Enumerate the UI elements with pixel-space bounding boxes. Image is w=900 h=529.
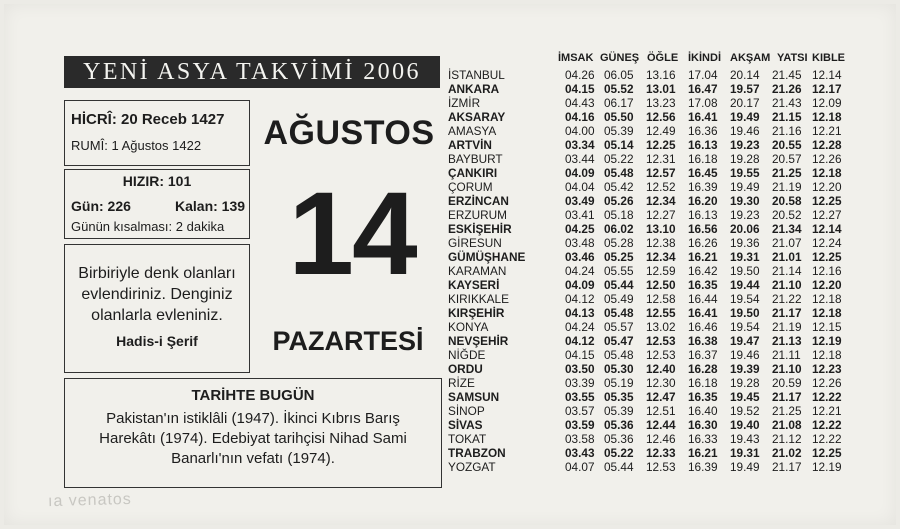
hadith-line: evlendiriniz. Denginiz (81, 286, 233, 303)
time-cell: 05.22 (604, 152, 634, 166)
time-cell: 19.31 (730, 446, 760, 460)
hadith-box (64, 244, 250, 373)
hadith-source: Hadis-i Şerif (116, 333, 198, 349)
time-cell: 05.42 (604, 180, 634, 194)
time-cell: 12.46 (646, 432, 676, 446)
time-cell: 12.57 (646, 166, 676, 180)
time-cell: 03.58 (565, 432, 595, 446)
time-cell: 16.35 (688, 390, 718, 404)
hicri-date-box (64, 100, 250, 166)
time-cell: 05.25 (604, 250, 634, 264)
table-row (448, 320, 848, 334)
time-cell: 16.39 (688, 180, 718, 194)
city-name: AMASYA (448, 124, 497, 138)
time-cell: 16.56 (688, 222, 718, 236)
day-number: 14 (288, 168, 416, 300)
time-cell: 04.15 (565, 82, 595, 96)
time-cell: 19.28 (730, 152, 760, 166)
time-cell: 12.47 (646, 390, 676, 404)
time-cell: 20.55 (772, 138, 802, 152)
time-cell: 04.25 (565, 222, 595, 236)
time-cell: 16.44 (688, 292, 718, 306)
table-row (448, 432, 848, 446)
time-cell: 16.40 (688, 404, 718, 418)
time-cell: 12.26 (812, 152, 842, 166)
table-row (448, 348, 848, 362)
time-cell: 05.49 (604, 292, 634, 306)
city-name: ARTVİN (448, 138, 492, 152)
city-name: SAMSUN (448, 390, 500, 404)
city-name: TRABZON (448, 446, 506, 460)
calendar-title-banner: YENİ ASYA TAKVİMİ 2006 (64, 56, 440, 88)
table-row (448, 250, 848, 264)
time-cell: 16.38 (688, 334, 718, 348)
time-cell: 12.17 (812, 82, 842, 96)
time-cell: 04.09 (565, 278, 595, 292)
time-cell: 12.40 (646, 362, 676, 376)
city-name: ÇORUM (448, 180, 493, 194)
time-cell: 12.14 (812, 68, 842, 82)
city-name: ERZURUM (448, 208, 507, 222)
time-cell: 21.26 (772, 82, 802, 96)
time-cell: 12.53 (646, 348, 676, 362)
time-cell: 12.22 (812, 390, 842, 404)
city-name: GİRESUN (448, 236, 502, 250)
time-cell: 12.09 (812, 96, 842, 110)
time-cell: 17.08 (688, 96, 718, 110)
time-cell: 12.31 (646, 152, 676, 166)
time-cell: 12.25 (812, 194, 842, 208)
time-cell: 21.01 (772, 250, 802, 264)
table-row (448, 82, 848, 96)
time-cell: 12.50 (646, 278, 676, 292)
time-cell: 21.25 (772, 166, 802, 180)
time-cell: 05.39 (604, 124, 634, 138)
time-cell: 04.13 (565, 306, 595, 320)
time-cell: 12.55 (646, 306, 676, 320)
time-cell: 05.22 (604, 446, 634, 460)
day-of-year: Gün: 226 (71, 198, 131, 214)
city-name: NEVŞEHİR (448, 334, 509, 348)
city-name: RİZE (448, 376, 475, 390)
time-cell: 20.58 (772, 194, 802, 208)
time-cell: 21.22 (772, 292, 802, 306)
time-cell: 03.55 (565, 390, 595, 404)
table-row (448, 404, 848, 418)
rumi-date: RUMÎ: 1 Ağustos 1422 (71, 138, 202, 153)
time-cell: 16.42 (688, 264, 718, 278)
table-row (448, 362, 848, 376)
city-name: ORDU (448, 362, 483, 376)
time-cell: 19.36 (730, 236, 760, 250)
hadith-line: olanlarla evleniniz. (91, 307, 223, 324)
time-cell: 21.14 (772, 264, 802, 278)
table-row (448, 194, 848, 208)
time-cell: 12.26 (812, 376, 842, 390)
hizir-box (64, 169, 250, 239)
time-cell: 12.23 (812, 362, 842, 376)
time-cell: 03.50 (565, 362, 595, 376)
weekday-name: PAZARTESİ (272, 326, 424, 356)
city-name: KONYA (448, 320, 489, 334)
time-cell: 21.17 (772, 306, 802, 320)
time-cell: 03.49 (565, 194, 595, 208)
time-cell: 19.40 (730, 418, 760, 432)
time-cell: 13.02 (646, 320, 676, 334)
time-cell: 05.28 (604, 236, 634, 250)
time-cell: 12.15 (812, 320, 842, 334)
time-cell: 21.10 (772, 278, 802, 292)
time-cell: 05.30 (604, 362, 634, 376)
time-cell: 12.28 (812, 138, 842, 152)
time-cell: 05.48 (604, 306, 634, 320)
time-cell: 19.45 (730, 390, 760, 404)
time-cell: 12.24 (812, 236, 842, 250)
table-row (448, 376, 848, 390)
time-cell: 19.55 (730, 166, 760, 180)
bleed-through-text: ıa venatos (47, 490, 133, 511)
table-row (448, 124, 848, 138)
time-cell: 04.09 (565, 166, 595, 180)
city-name: ANKARA (448, 82, 500, 96)
hadith-line: Birbiriyle denk olanları (78, 265, 236, 282)
time-cell: 05.52 (604, 82, 634, 96)
time-cell: 19.50 (730, 306, 760, 320)
city-name: İZMİR (448, 96, 481, 110)
time-cell: 04.12 (565, 292, 595, 306)
time-cell: 12.30 (646, 376, 676, 390)
time-cell: 12.51 (646, 404, 676, 418)
time-cell: 12.34 (646, 250, 676, 264)
prayer-times-table (448, 50, 848, 474)
time-cell: 16.20 (688, 194, 718, 208)
time-cell: 03.41 (565, 208, 595, 222)
time-cell: 12.18 (812, 348, 842, 362)
table-row (448, 166, 848, 180)
time-cell: 19.31 (730, 250, 760, 264)
time-cell: 21.02 (772, 446, 802, 460)
time-cell: 21.12 (772, 432, 802, 446)
time-cell: 21.25 (772, 404, 802, 418)
day-shortening: Günün kısalması: 2 dakika (71, 219, 225, 234)
time-cell: 20.14 (730, 68, 760, 82)
time-cell: 16.13 (688, 138, 718, 152)
time-cell: 16.13 (688, 208, 718, 222)
time-cell: 12.19 (812, 460, 842, 474)
time-cell: 20.17 (730, 96, 760, 110)
time-cell: 04.15 (565, 348, 595, 362)
history-title: TARİHTE BUGÜN (191, 387, 315, 404)
city-name: GÜMÜŞHANE (448, 250, 526, 264)
time-cell: 16.41 (688, 110, 718, 124)
time-cell: 05.50 (604, 110, 634, 124)
time-cell: 12.16 (812, 264, 842, 278)
time-cell: 16.21 (688, 250, 718, 264)
city-name: ESKİŞEHİR (448, 222, 512, 236)
time-cell: 12.20 (812, 278, 842, 292)
time-cell: 16.18 (688, 152, 718, 166)
time-cell: 05.36 (604, 432, 634, 446)
time-cell: 19.50 (730, 264, 760, 278)
time-cell: 13.16 (646, 68, 676, 82)
calendar-page (4, 4, 896, 525)
time-cell: 12.34 (646, 194, 676, 208)
time-cell: 12.21 (812, 404, 842, 418)
table-row (448, 68, 848, 82)
city-name: BAYBURT (448, 152, 503, 166)
time-cell: 05.57 (604, 320, 634, 334)
time-cell: 05.55 (604, 264, 634, 278)
time-cell: 21.11 (772, 348, 801, 362)
history-today-box (64, 378, 442, 488)
city-name: İSTANBUL (448, 68, 505, 82)
time-cell: 19.54 (730, 320, 760, 334)
time-cell: 16.33 (688, 432, 718, 446)
header-kible: KIBLE (812, 52, 845, 64)
time-cell: 16.28 (688, 362, 718, 376)
time-cell: 21.16 (772, 124, 802, 138)
time-cell: 16.37 (688, 348, 718, 362)
time-cell: 03.43 (565, 446, 595, 460)
time-cell: 16.30 (688, 418, 718, 432)
time-cell: 12.18 (812, 110, 842, 124)
time-cell: 05.36 (604, 418, 634, 432)
time-cell: 19.46 (730, 348, 760, 362)
time-cell: 16.39 (688, 460, 718, 474)
time-cell: 13.10 (646, 222, 676, 236)
time-cell: 19.39 (730, 362, 760, 376)
time-cell: 19.57 (730, 82, 760, 96)
time-cell: 17.04 (688, 68, 718, 82)
time-cell: 03.59 (565, 418, 595, 432)
table-row (448, 222, 848, 236)
city-name: NİĞDE (448, 348, 486, 362)
time-cell: 04.00 (565, 124, 595, 138)
time-cell: 19.23 (730, 208, 760, 222)
time-cell: 19.43 (730, 432, 760, 446)
time-cell: 03.39 (565, 376, 595, 390)
time-cell: 13.23 (646, 96, 676, 110)
time-cell: 03.48 (565, 236, 595, 250)
header-ogle: ÖĞLE (647, 52, 679, 64)
time-cell: 12.20 (812, 180, 842, 194)
table-row (448, 96, 848, 110)
prayer-times-rows (448, 68, 848, 474)
time-cell: 04.24 (565, 264, 595, 278)
time-cell: 12.25 (646, 138, 676, 152)
time-cell: 21.19 (772, 320, 802, 334)
time-cell: 19.23 (730, 138, 760, 152)
time-cell: 16.36 (688, 124, 718, 138)
time-cell: 19.54 (730, 292, 760, 306)
time-cell: 19.49 (730, 460, 760, 474)
time-cell: 12.56 (646, 110, 676, 124)
header-ikindi: İKİNDİ (688, 52, 721, 64)
time-cell: 12.52 (646, 180, 676, 194)
table-row (448, 236, 848, 250)
table-row (448, 264, 848, 278)
city-name: YOZGAT (448, 460, 496, 474)
time-cell: 06.02 (604, 222, 634, 236)
time-cell: 04.16 (565, 110, 595, 124)
time-cell: 06.05 (604, 68, 634, 82)
time-cell: 05.48 (604, 166, 634, 180)
time-cell: 16.35 (688, 278, 718, 292)
time-cell: 05.39 (604, 404, 634, 418)
time-cell: 19.28 (730, 376, 760, 390)
time-cell: 12.53 (646, 460, 676, 474)
time-cell: 21.17 (772, 460, 802, 474)
header-yatsi: YATSI (777, 52, 808, 64)
time-cell: 12.49 (646, 124, 676, 138)
time-cell: 21.34 (772, 222, 802, 236)
time-cell: 19.49 (730, 110, 760, 124)
time-cell: 05.14 (604, 138, 634, 152)
hicri-date: HİCRÎ: 20 Receb 1427 (71, 111, 225, 128)
time-cell: 03.44 (565, 152, 595, 166)
time-cell: 16.18 (688, 376, 718, 390)
time-cell: 12.14 (812, 222, 842, 236)
time-cell: 04.07 (565, 460, 595, 474)
time-cell: 05.35 (604, 390, 634, 404)
city-name: SİNOP (448, 404, 485, 418)
table-row (448, 334, 848, 348)
time-cell: 12.18 (812, 306, 842, 320)
time-cell: 12.21 (812, 124, 842, 138)
prayer-times-header (448, 50, 848, 68)
time-cell: 19.47 (730, 334, 760, 348)
time-cell: 16.26 (688, 236, 718, 250)
time-cell: 12.25 (812, 446, 842, 460)
time-cell: 03.34 (565, 138, 595, 152)
time-cell: 19.44 (730, 278, 760, 292)
time-cell: 12.44 (646, 418, 676, 432)
city-name: KAYSERİ (448, 278, 500, 292)
table-row (448, 306, 848, 320)
time-cell: 19.46 (730, 124, 760, 138)
time-cell: 12.58 (646, 292, 676, 306)
time-cell: 21.17 (772, 390, 802, 404)
time-cell: 16.41 (688, 306, 718, 320)
time-cell: 05.48 (604, 348, 634, 362)
table-row (448, 208, 848, 222)
time-cell: 19.52 (730, 404, 760, 418)
time-cell: 05.18 (604, 208, 634, 222)
time-cell: 05.44 (604, 278, 634, 292)
time-cell: 04.26 (565, 68, 595, 82)
time-cell: 05.26 (604, 194, 634, 208)
table-row (448, 110, 848, 124)
time-cell: 04.12 (565, 334, 595, 348)
header-imsak: İMSAK (558, 52, 594, 64)
time-cell: 12.38 (646, 236, 676, 250)
city-name: KARAMAN (448, 264, 507, 278)
time-cell: 12.19 (812, 334, 842, 348)
time-cell: 12.22 (812, 432, 842, 446)
time-cell: 04.04 (565, 180, 595, 194)
time-cell: 19.49 (730, 180, 760, 194)
city-name: ERZİNCAN (448, 194, 509, 208)
time-cell: 21.10 (772, 362, 802, 376)
time-cell: 03.57 (565, 404, 595, 418)
time-cell: 20.52 (772, 208, 802, 222)
time-cell: 21.08 (772, 418, 802, 432)
time-cell: 03.46 (565, 250, 595, 264)
city-name: TOKAT (448, 432, 487, 446)
time-cell: 12.27 (812, 208, 842, 222)
time-cell: 21.15 (772, 110, 802, 124)
time-cell: 04.24 (565, 320, 595, 334)
time-cell: 21.13 (772, 334, 802, 348)
time-cell: 12.22 (812, 418, 842, 432)
time-cell: 16.21 (688, 446, 718, 460)
time-cell: 12.18 (812, 166, 842, 180)
time-cell: 16.45 (688, 166, 718, 180)
city-name: KIRŞEHİR (448, 306, 505, 320)
time-cell: 12.59 (646, 264, 676, 278)
history-body: Pakistan'ın istiklâli (1947). İkinci Kıbrıs Barış Harekâtı (1974). Edebiyat tarihçisi Nihad Sami Banarlı'nın vefatı (1974). (99, 410, 407, 467)
city-name: AKSARAY (448, 110, 506, 124)
time-cell: 21.07 (772, 236, 802, 250)
hadith-text (65, 263, 249, 326)
table-row (448, 460, 848, 474)
month-name: AĞUSTOS (263, 114, 435, 152)
time-cell: 19.30 (730, 194, 760, 208)
time-cell: 20.59 (772, 376, 802, 390)
time-cell: 04.43 (565, 96, 595, 110)
time-cell: 20.06 (730, 222, 760, 236)
table-row (448, 292, 848, 306)
time-cell: 12.18 (812, 292, 842, 306)
city-name: SİVAS (448, 418, 483, 432)
time-cell: 12.25 (812, 250, 842, 264)
header-aksam: AKŞAM (730, 52, 771, 64)
table-row (448, 390, 848, 404)
table-row (448, 152, 848, 166)
table-row (448, 278, 848, 292)
days-remaining: Kalan: 139 (175, 198, 246, 214)
table-row (448, 418, 848, 432)
time-cell: 21.45 (772, 68, 802, 82)
time-cell: 16.46 (688, 320, 718, 334)
header-gunes: GÜNEŞ (600, 52, 640, 64)
city-name: ÇANKIRI (448, 166, 498, 180)
time-cell: 05.19 (604, 376, 634, 390)
time-cell: 20.57 (772, 152, 802, 166)
time-cell: 06.17 (604, 96, 634, 110)
hizir-day: HIZIR: 101 (122, 173, 192, 189)
time-cell: 05.47 (604, 334, 634, 348)
table-row (448, 180, 848, 194)
time-cell: 12.27 (646, 208, 676, 222)
table-row (448, 138, 848, 152)
city-name: KIRIKKALE (448, 292, 509, 306)
time-cell: 21.43 (772, 96, 802, 110)
time-cell: 21.19 (772, 180, 802, 194)
time-cell: 13.01 (646, 82, 676, 96)
time-cell: 12.53 (646, 334, 676, 348)
time-cell: 05.44 (604, 460, 634, 474)
time-cell: 12.33 (646, 446, 676, 460)
table-row (448, 446, 848, 460)
time-cell: 16.47 (688, 82, 718, 96)
